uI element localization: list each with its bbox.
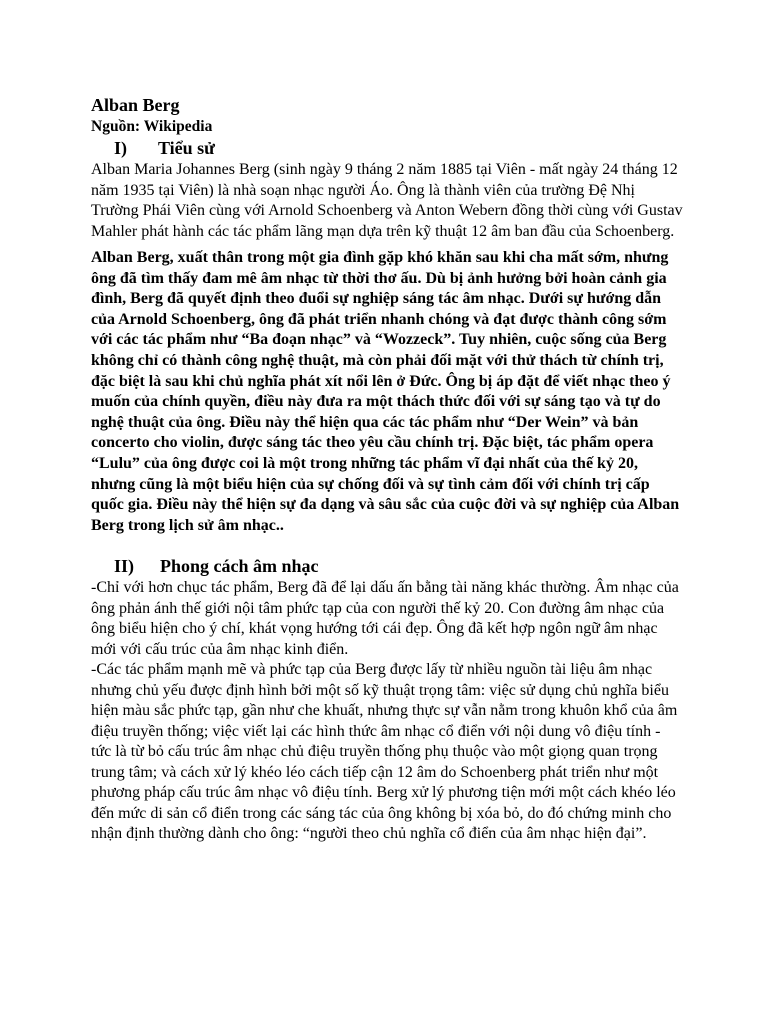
- document-page: [91, 93, 683, 845]
- document-title: Alban Berg: [91, 95, 180, 115]
- section-title: Tiểu sử: [158, 138, 215, 158]
- section-title: Phong cách âm nhạc: [160, 556, 319, 577]
- section-heading-biography: [91, 137, 683, 160]
- biography-paragraph-bold: Alban Berg, xuất thân trong một gia đình gặp khó khăn sau khi cha mất sớm, nhưng ông đã tìm thấy đam mê âm nhạc từ thời thơ ấu. Dù bị ảnh hưởng bởi hoàn cảnh gia đình, Berg đã quyết định theo đuổi sự nghiệp sáng tác âm nhạc. Dưới sự hướng dẫn của Arnold Schoenberg, ông đã phát triển nhanh chóng và đạt được thành công sớm với các tác phẩm như “Ba đoạn nhạc” và “Wozzeck”. Tuy nhiên, cuộc sống của Berg không chỉ có thành công nghệ thuật, mà còn phải đối mặt với thử thách từ chính trị, đặc biệt là sau khi chủ nghĩa phát xít nổi lên ở Đức. Ông bị áp đặt để viết nhạc theo ý muốn của chính quyền, điều này đưa ra một thách thức đối với sự sáng tạo và tự do nghệ thuật của ông. Điều này thể hiện qua các tác phẩm như “Der Wein” và bản concerto cho violin, được sáng tác theo yêu cầu chính trị. Đặc biệt, tác phẩm opera “Lulu” của ông được coi là một trong những tác phẩm vĩ đại nhất của thế kỷ 20, nhưng cũng là một biểu hiện của sự chống đối và sự tình cảm đối với chính trị cấp quốc gia. Điều này thể hiện sự đa dạng và sâu sắc của cuộc đời và sự nghiệp của Alban Berg trong lịch sử âm nhạc..: [91, 249, 680, 534]
- section-number: II): [114, 556, 135, 577]
- music-style-paragraph-1: -Chỉ với hơn chục tác phẩm, Berg đã để lại dấu ấn bằng tài năng khác thường. Âm nhạc của ông phản ánh thế giới nội tâm phức tạp của con người thế kỷ 20. Con đường âm nhạc của ông biểu hiện cho ý chí, khát vọng hướng tới cái đẹp. Ông đã kết hợp ngôn ngữ âm nhạc mới với cấu trúc của âm nhạc kinh điển.: [91, 579, 679, 658]
- section-heading-music-style: [91, 555, 683, 578]
- document-source: Nguồn: Wikipedia: [91, 118, 213, 135]
- section-number: I): [114, 138, 127, 158]
- music-style-paragraph-2: -Các tác phẩm mạnh mẽ và phức tạp của Berg được lấy từ nhiều nguồn tài liệu âm nhạc nhưng chủ yếu được định hình bởi một số kỹ thuật trọng tâm: việc sử dụng chủ nghĩa biểu hiện màu sắc phức tạp, gần như che khuất, nhưng thực sự vẫn nằm trong khuôn khổ của âm điệu truyền thống; việc viết lại các hình thức âm nhạc cổ điển với nội dung vô điệu tính - tức là từ bỏ cấu trúc âm nhạc chủ điệu truyền thống phụ thuộc vào một giọng quan trọng trung tâm; và cách xử lý khéo léo cách tiếp cận 12 âm do Schoenberg phát triển như một phương pháp cấu trúc âm nhạc vô điệu tính. Berg xử lý phương tiện mới một cách khéo léo đến mức di sản cổ điển trong các sáng tác của ông không bị xóa bỏ, do đó chứng minh cho nhận định thường dành cho ông: “người theo chủ nghĩa cổ điển của âm nhạc hiện đại”.: [91, 661, 678, 843]
- biography-paragraph-intro: Alban Maria Johannes Berg (sinh ngày 9 tháng 2 năm 1885 tại Viên - mất ngày 24 tháng 12 năm 1935 tại Viên) là nhà soạn nhạc người Áo. Ông là thành viên của trường Đệ Nhị Trường Phái Viên cùng với Arnold Schoenberg và Anton Webern đồng thời cùng với Gustav Mahler phát hành các tác phẩm lãng mạn dựa trên kỹ thuật 12 âm ban đầu của Schoenberg.: [91, 161, 683, 240]
